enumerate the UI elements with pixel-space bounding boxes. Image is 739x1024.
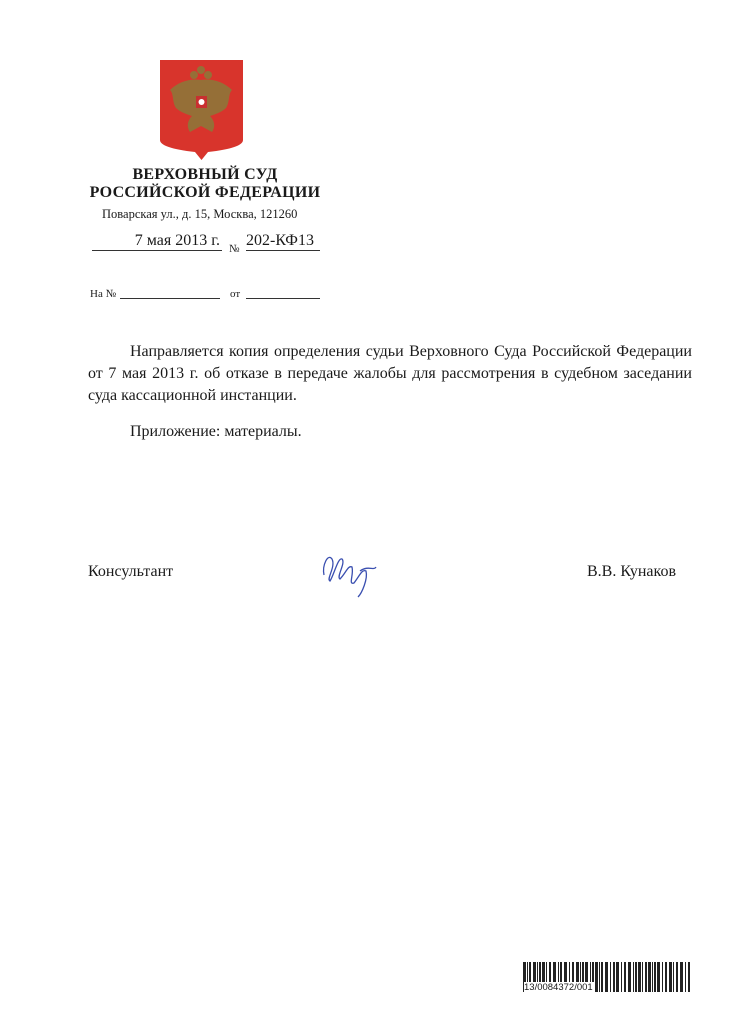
barcode-bar: [628, 962, 631, 992]
court-name-line1: ВЕРХОВНЫЙ СУД: [132, 166, 278, 183]
barcode-bar: [665, 962, 667, 992]
signer-name: В.В. Кунаков: [587, 563, 676, 580]
barcode-bar: [616, 962, 619, 992]
barcode-bar: [657, 962, 660, 992]
barcode-bar: [652, 962, 653, 992]
barcode-bar: [680, 962, 683, 992]
barcode-bar: [624, 962, 626, 992]
court-name-line2: РОССИЙСКОЙ ФЕДЕРАЦИИ: [89, 184, 321, 201]
coat-of-arms-emblem: [160, 60, 243, 160]
barcode-bar: [601, 962, 603, 992]
document-number: 202-КФ13: [246, 232, 320, 251]
barcode-bar: [610, 962, 611, 992]
barcode-bar: [642, 962, 643, 992]
barcode-bar: [654, 962, 656, 992]
barcode-bar: [662, 962, 663, 992]
barcode-number: 13/0084372/001: [524, 982, 593, 993]
reference-date-blank: [246, 298, 320, 299]
barcode-bar: [599, 962, 600, 992]
reference-date-label: от: [230, 288, 241, 300]
barcode-bar: [621, 962, 622, 992]
barcode-bar: [645, 962, 647, 992]
barcode-bar: [685, 962, 686, 992]
barcode-bar: [688, 962, 690, 992]
barcode-bar: [669, 962, 672, 992]
reference-number-label: На №: [90, 288, 117, 300]
barcode-bar: [605, 962, 608, 992]
signer-role: Консультант: [88, 563, 174, 580]
barcode-bar: [633, 962, 634, 992]
body-paragraph: Направляется копия определения судьи Верховного Суда Российской Федерации от 7 мая 2013 г. об отказе в передаче жалобы для рассмотрения в судебном заседании суда кассационной инстанции.: [88, 343, 692, 404]
barcode-bar: [613, 962, 615, 992]
number-sign: №: [229, 243, 240, 255]
reference-number-blank: [120, 298, 220, 299]
barcode-bar: [638, 962, 641, 992]
barcode-bar: [676, 962, 678, 992]
barcode-bar: [635, 962, 637, 992]
court-address: Поварская ул., д. 15, Москва, 121260: [102, 207, 298, 221]
attachment-note: Приложение: материалы.: [130, 423, 302, 440]
document-date: 7 мая 2013 г.: [92, 232, 222, 251]
barcode-bar: [648, 962, 651, 992]
barcode-bar: [595, 962, 598, 992]
barcode-bar: [673, 962, 674, 992]
handwritten-signature: [318, 545, 383, 600]
